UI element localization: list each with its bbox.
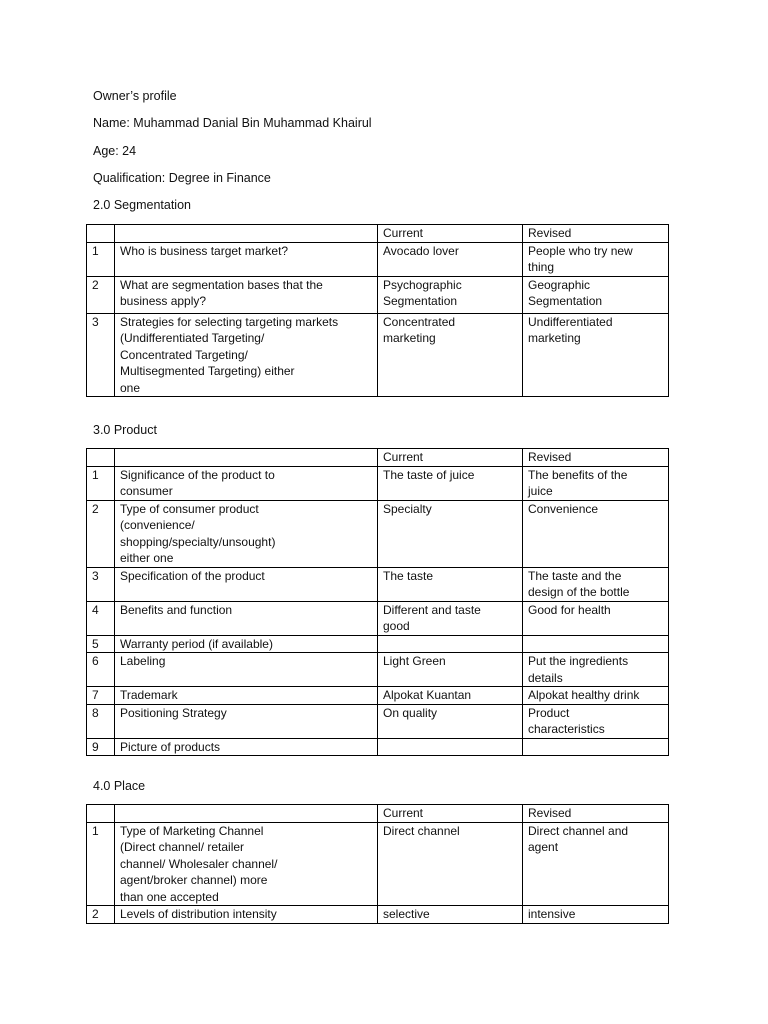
row-current: Avocado lover	[378, 242, 523, 276]
row-revised: The benefits of the juice	[523, 466, 669, 500]
table-row	[87, 500, 669, 567]
table-row	[87, 567, 669, 601]
row-number: 1	[87, 242, 115, 276]
section-title-product: 3.0 Product	[93, 423, 157, 437]
table-row	[87, 635, 669, 653]
row-question: Picture of products	[115, 738, 378, 756]
header-revised: Revised	[523, 449, 669, 467]
header-cell-empty	[115, 449, 378, 467]
row-revised: Geographic Segmentation	[523, 276, 669, 313]
table-row	[87, 687, 669, 705]
header-cell-empty	[115, 225, 378, 243]
row-revised: Direct channel and agent	[523, 822, 669, 906]
table-row	[87, 653, 669, 687]
row-current: Light Green	[378, 653, 523, 687]
table-header-row	[87, 449, 669, 467]
row-question: Levels of distribution intensity	[115, 906, 378, 924]
row-number: 3	[87, 313, 115, 397]
product-table	[86, 448, 669, 756]
row-question: Specification of the product	[115, 567, 378, 601]
row-question: Positioning Strategy	[115, 704, 378, 738]
row-number: 8	[87, 704, 115, 738]
section-title-segmentation: 2.0 Segmentation	[93, 198, 191, 212]
row-revised: The taste and the design of the bottle	[523, 567, 669, 601]
header-current: Current	[378, 225, 523, 243]
row-revised	[523, 635, 669, 653]
row-revised: Undifferentiated marketing	[523, 313, 669, 397]
row-question: What are segmentation bases that the business apply?	[115, 276, 378, 313]
header-current: Current	[378, 805, 523, 823]
owner-name: Name: Muhammad Danial Bin Muhammad Khairul	[93, 116, 372, 130]
row-current: The taste of juice	[378, 466, 523, 500]
row-current: Psychographic Segmentation	[378, 276, 523, 313]
row-revised: intensive	[523, 906, 669, 924]
row-number: 1	[87, 822, 115, 906]
row-question: Trademark	[115, 687, 378, 705]
profile-heading: Owner’s profile	[93, 89, 177, 103]
table-row	[87, 738, 669, 756]
row-number: 1	[87, 466, 115, 500]
header-cell-empty	[87, 449, 115, 467]
row-revised	[523, 738, 669, 756]
row-question: Type of consumer product (convenience/ shopping/specialty/unsought) either one	[115, 500, 378, 567]
row-revised: Convenience	[523, 500, 669, 567]
row-current: Direct channel	[378, 822, 523, 906]
table-row	[87, 466, 669, 500]
row-current	[378, 635, 523, 653]
place-table	[86, 804, 669, 924]
row-question: Warranty period (if available)	[115, 635, 378, 653]
header-cell-empty	[115, 805, 378, 823]
row-number: 2	[87, 500, 115, 567]
row-revised: Alpokat healthy drink	[523, 687, 669, 705]
row-number: 5	[87, 635, 115, 653]
row-question: Who is business target market?	[115, 242, 378, 276]
table-row	[87, 906, 669, 924]
row-number: 4	[87, 601, 115, 635]
row-current: The taste	[378, 567, 523, 601]
row-current: Specialty	[378, 500, 523, 567]
row-number: 3	[87, 567, 115, 601]
row-number: 9	[87, 738, 115, 756]
header-revised: Revised	[523, 805, 669, 823]
header-cell-empty	[87, 225, 115, 243]
table-row	[87, 704, 669, 738]
row-current	[378, 738, 523, 756]
header-current: Current	[378, 449, 523, 467]
row-revised: People who try new thing	[523, 242, 669, 276]
row-current: Concentrated marketing	[378, 313, 523, 397]
row-question: Significance of the product to consumer	[115, 466, 378, 500]
table-row	[87, 601, 669, 635]
row-question: Labeling	[115, 653, 378, 687]
header-cell-empty	[87, 805, 115, 823]
table-header-row	[87, 225, 669, 243]
row-question: Strategies for selecting targeting markets (Undifferentiated Targeting/ Concentrated Targeting/ Multisegmented Targeting) either one	[115, 313, 378, 397]
segmentation-table	[86, 224, 669, 397]
row-number: 6	[87, 653, 115, 687]
row-question: Benefits and function	[115, 601, 378, 635]
table-header-row	[87, 805, 669, 823]
row-current: Different and taste good	[378, 601, 523, 635]
owner-age: Age: 24	[93, 144, 137, 158]
table-row	[87, 822, 669, 906]
row-question: Type of Marketing Channel (Direct channel/ retailer channel/ Wholesaler channel/ agent/broker channel) more than one accepted	[115, 822, 378, 906]
table-row	[87, 313, 669, 397]
row-current: Alpokat Kuantan	[378, 687, 523, 705]
row-current: selective	[378, 906, 523, 924]
row-revised: Good for health	[523, 601, 669, 635]
section-title-place: 4.0 Place	[93, 779, 146, 793]
row-number: 7	[87, 687, 115, 705]
table-row	[87, 276, 669, 313]
row-revised: Put the ingredients details	[523, 653, 669, 687]
header-revised: Revised	[523, 225, 669, 243]
row-current: On quality	[378, 704, 523, 738]
table-row	[87, 242, 669, 276]
owner-qualification: Qualification: Degree in Finance	[93, 171, 271, 185]
row-revised: Product characteristics	[523, 704, 669, 738]
row-number: 2	[87, 906, 115, 924]
row-number: 2	[87, 276, 115, 313]
